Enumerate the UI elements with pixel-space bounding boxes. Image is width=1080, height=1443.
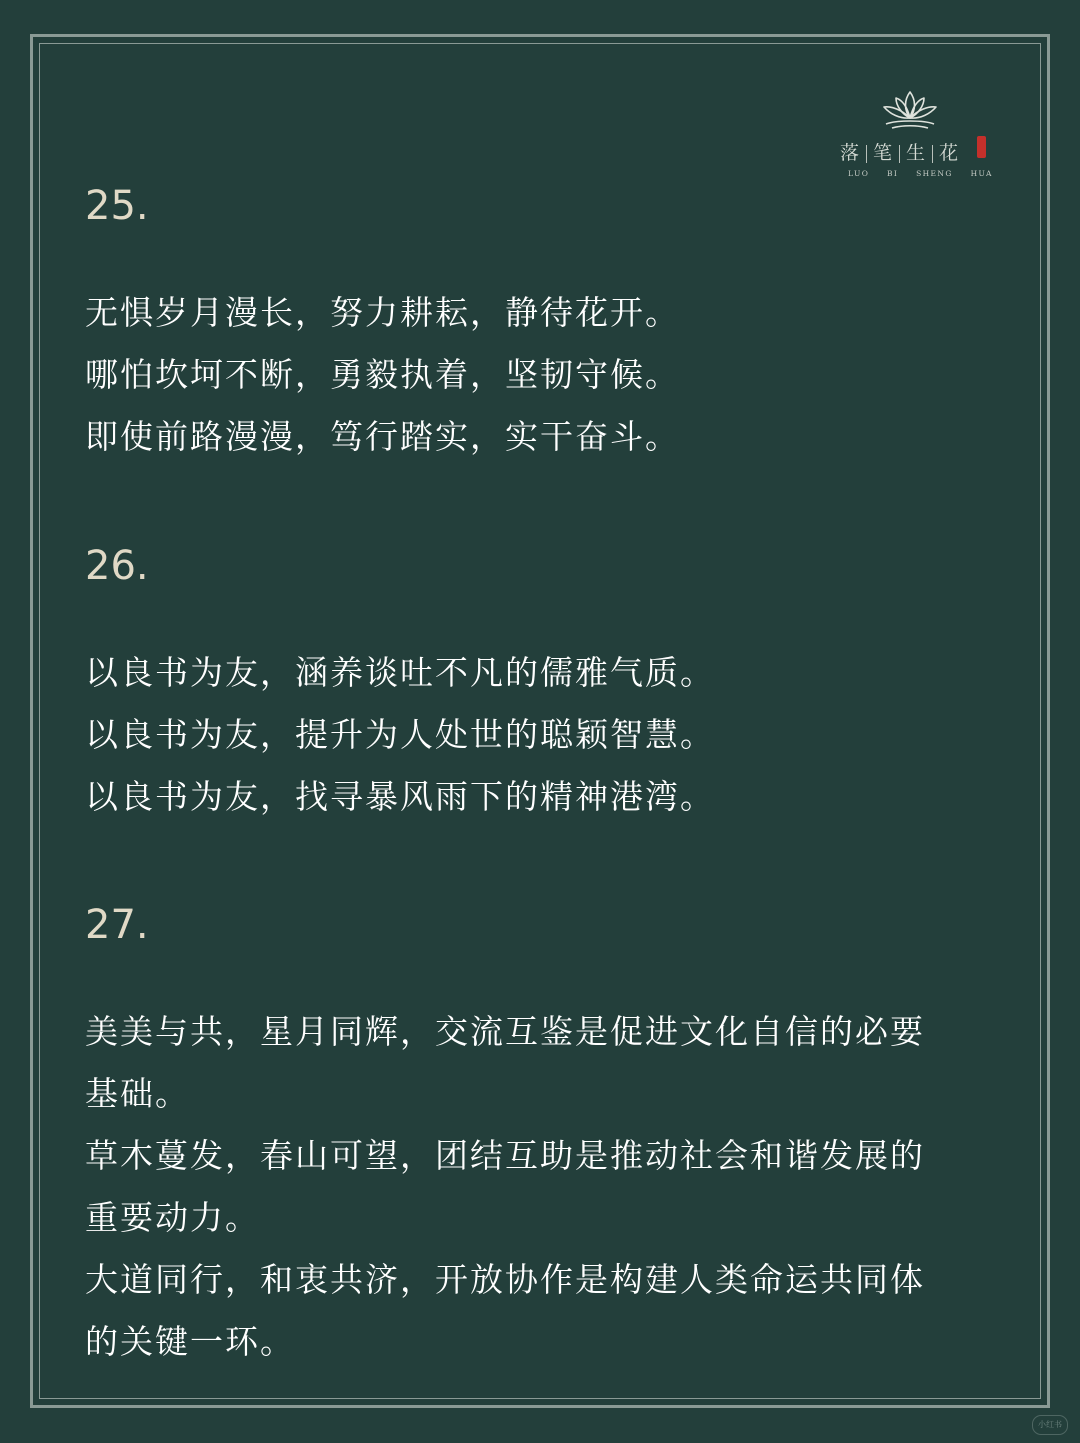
logo-divider [866, 145, 867, 163]
quote-line: 以良书为友，找寻暴风雨下的精神港湾。 [85, 777, 715, 816]
quote-section-25 [85, 182, 1005, 468]
lotus-icon [878, 88, 942, 130]
section-number: 27. [85, 902, 149, 948]
logo-divider [932, 145, 933, 163]
quote-line: 草木蔓发，春山可望，团结互助是推动社会和谐发展的 [85, 1136, 925, 1175]
red-seal-stamp [977, 136, 986, 158]
logo-char-4: 花 [939, 142, 960, 164]
logo-pinyin: LUO BI SHENG HUA [848, 169, 993, 178]
quote-line: 无惧岁月漫长，努力耕耘，静待花开。 [85, 293, 680, 332]
quote-line: 以良书为友，涵养谈吐不凡的儒雅气质。 [85, 653, 715, 692]
section-number: 25. [85, 183, 149, 229]
quote-line: 美美与共，星月同辉，交流互鉴是促进文化自信的必要 [85, 1012, 925, 1051]
platform-watermark: 小红书 [1032, 1415, 1068, 1435]
quote-section-26 [85, 542, 1005, 828]
section-number: 26. [85, 543, 149, 589]
logo-char-3: 生 [906, 142, 927, 164]
quote-line: 重要动力。 [85, 1198, 260, 1237]
brand-logo [840, 88, 1000, 184]
quote-line: 以良书为友，提升为人处世的聪颖智慧。 [85, 715, 715, 754]
quote-line: 的关键一环。 [85, 1322, 295, 1361]
quote-section-27 [85, 901, 1005, 1373]
logo-divider [899, 145, 900, 163]
quote-line: 基础。 [85, 1074, 190, 1113]
logo-char-2: 笔 [873, 142, 894, 164]
logo-char-1: 落 [840, 142, 861, 164]
logo-chinese-name [840, 138, 990, 165]
quote-line: 哪怕坎坷不断，勇毅执着，坚韧守候。 [85, 355, 680, 394]
quote-line: 即使前路漫漫，笃行踏实，实干奋斗。 [85, 417, 680, 456]
quote-line: 大道同行，和衷共济，开放协作是构建人类命运共同体 [85, 1260, 925, 1299]
